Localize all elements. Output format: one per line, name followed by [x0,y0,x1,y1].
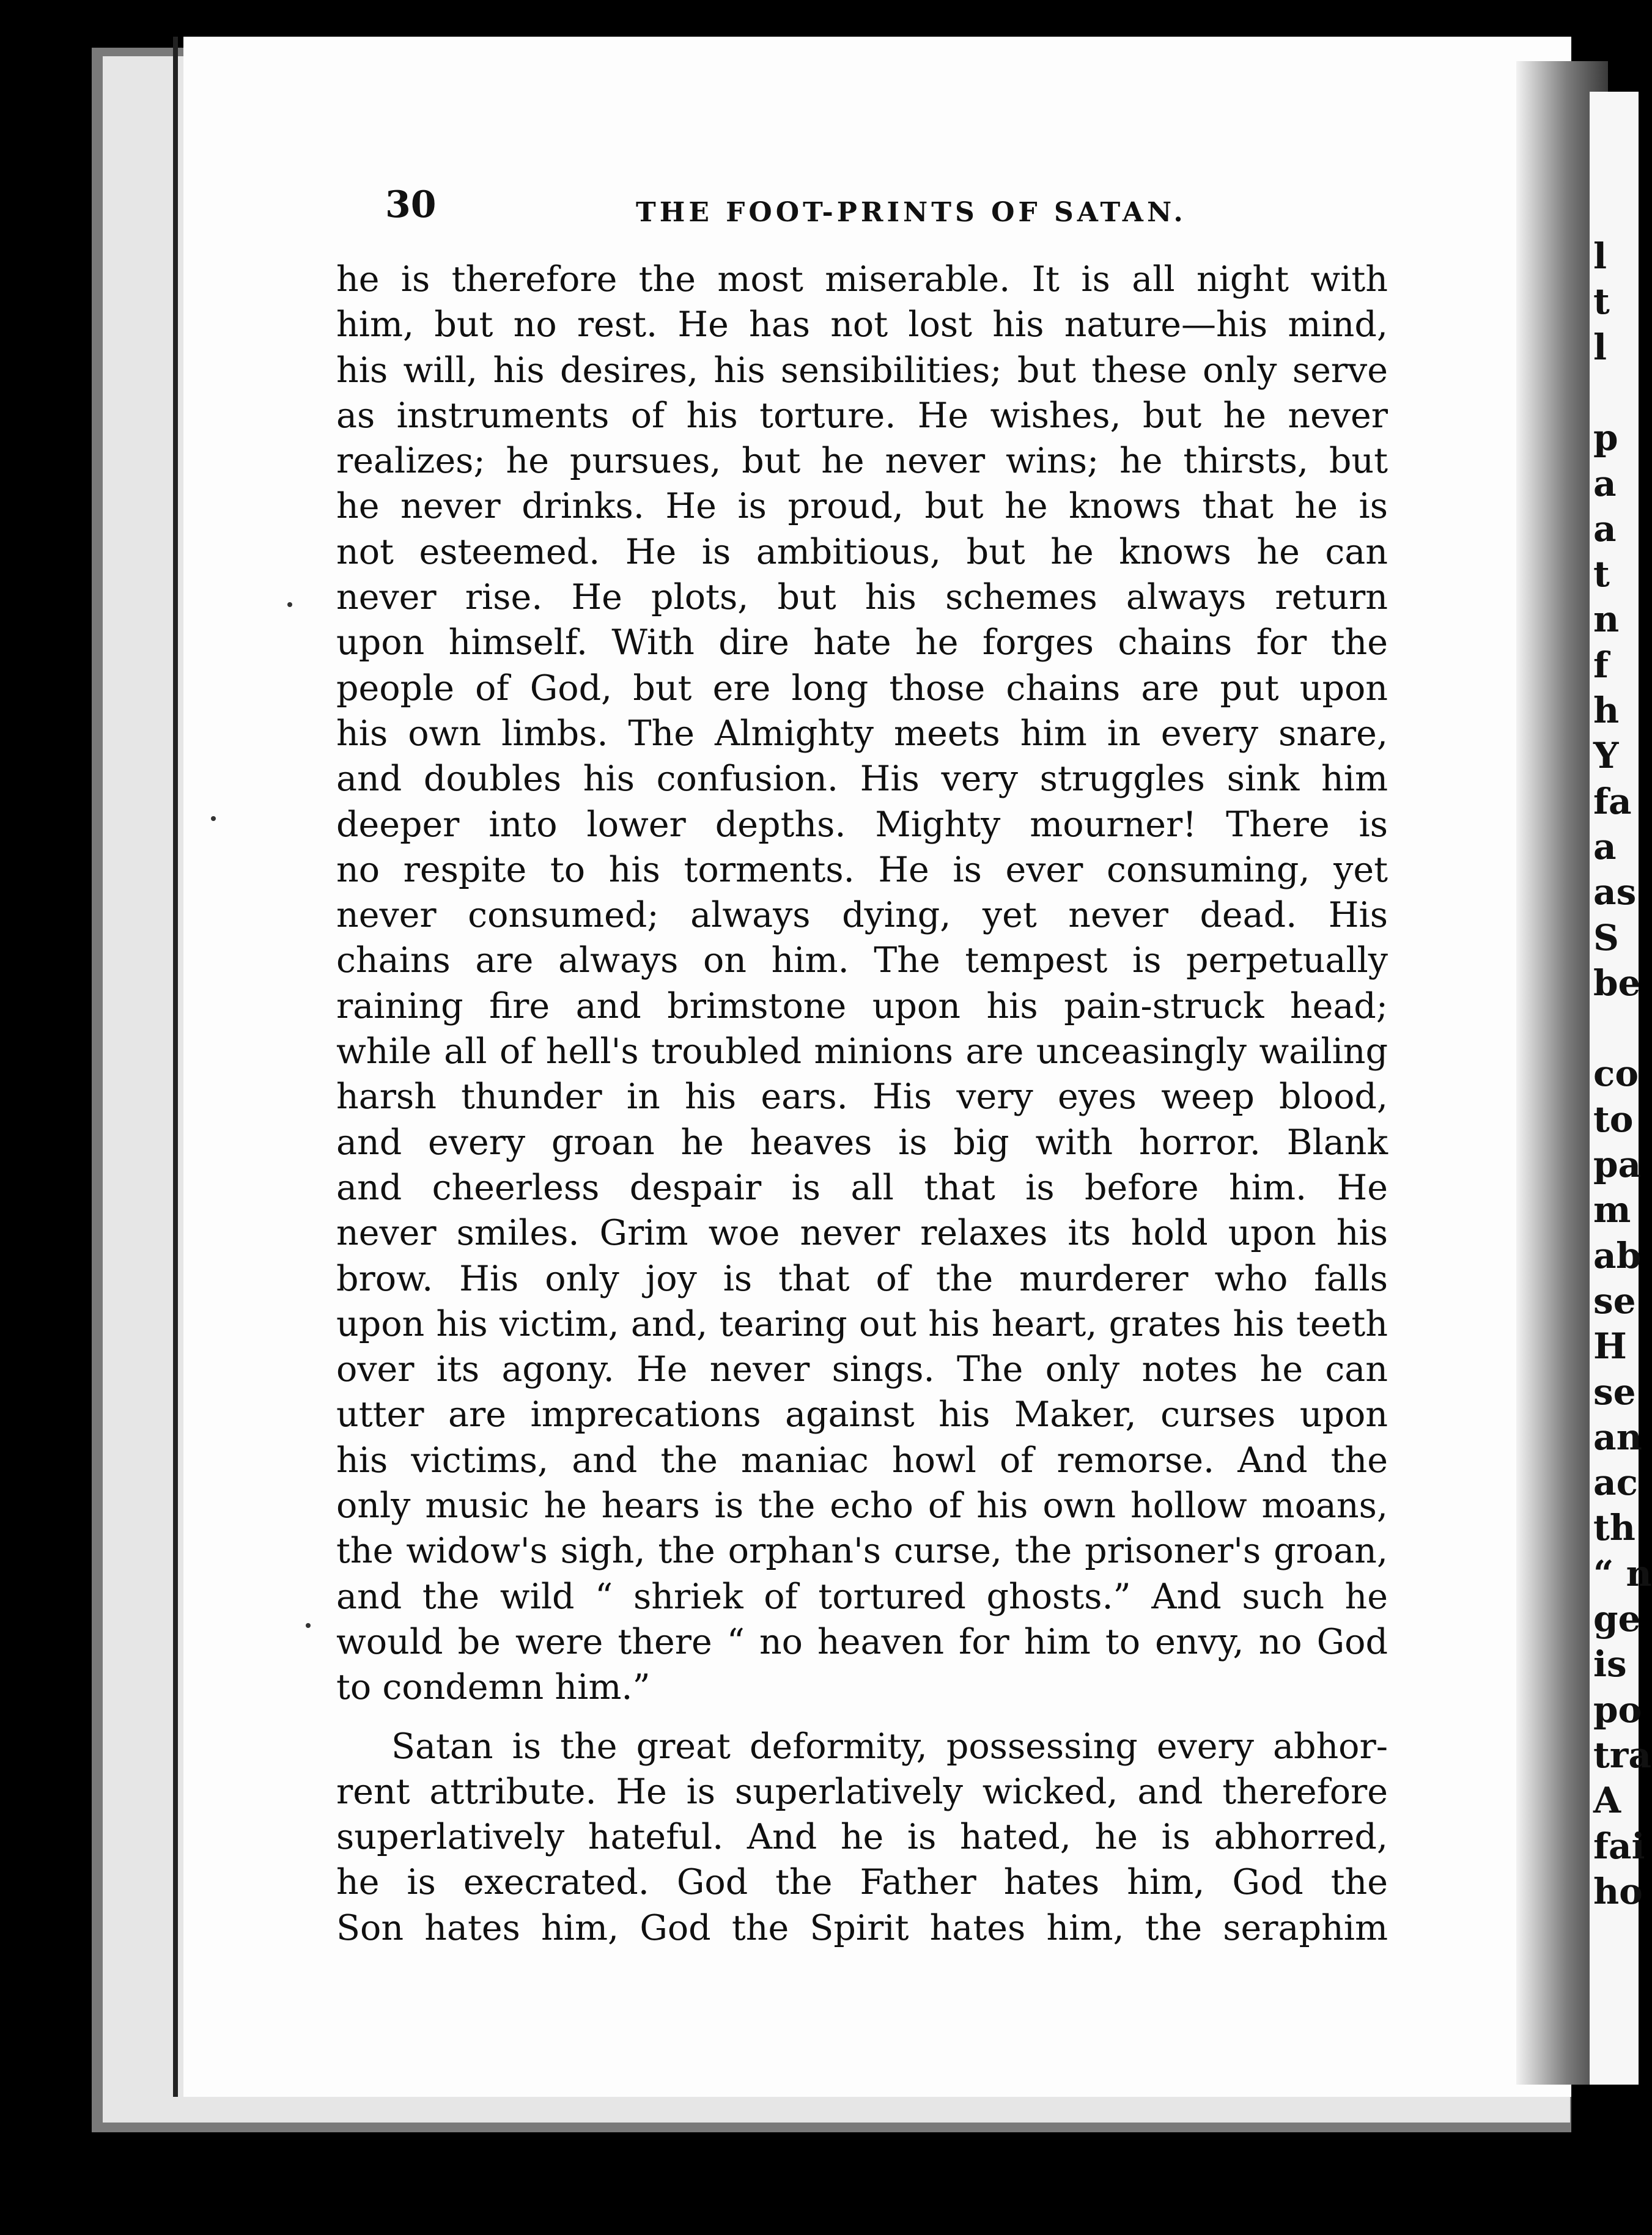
facing-page-line: S [1593,916,1619,959]
facing-page-line: se [1593,1371,1636,1413]
text-line: raining fire and brimstone upon his pain-struck head; [336,985,1388,1026]
text-line: his will, his desires, his sensibilities; but these only serve [336,350,1388,391]
text-line: over its agony. He never sings. The only notes he can [336,1349,1388,1390]
text-line: superlatively hateful. And he is hated, he is abhorred, [336,1817,1388,1858]
text-line: people of God, but ere long those chains are put upon [336,668,1388,709]
facing-page-line: ge [1593,1598,1641,1640]
text-line: utter are imprecations against his Maker, curses upon [336,1394,1388,1435]
facing-page-line: as [1593,871,1637,913]
text-line: chains are always on him. The tempest is perpetually [336,940,1388,981]
facing-page-line: fai [1593,1825,1645,1867]
text-line: never consumed; always dying, yet never dead. His [336,895,1388,936]
facing-page-line: ac [1593,1462,1638,1504]
page-header [385,183,1425,245]
text-line: the widow's sigh, the orphan's curse, the prisoner's groan, [336,1531,1388,1572]
text-line: his victims, and the maniac howl of remorse. And the [336,1440,1388,1481]
text-line: him, but no rest. He has not lost his nature—his mind, [336,304,1388,345]
facing-page-line: a [1593,825,1617,867]
facing-page-line: t [1593,553,1610,595]
facing-page-line: f [1593,644,1609,686]
text-line: realizes; he pursues, but he never wins; he thirsts, but [336,441,1388,482]
text-line: he is execrated. God the Father hates him, God the [336,1862,1388,1903]
facing-page-line: a [1593,462,1617,504]
text-line: and the wild “ shriek of tortured ghosts.” And such he [336,1576,1388,1617]
text-line: never rise. He plots, but his schemes always return [336,577,1388,618]
facing-page-line: h [1593,690,1620,731]
facing-page-line: ho [1593,1870,1643,1912]
page-number: 30 [385,183,437,226]
body-text [336,257,1388,1951]
facing-page-line: A [1593,1780,1621,1822]
text-line: his own limbs. The Almighty meets him in every snare, [336,713,1388,754]
text-line: as instruments of his torture. He wishes, but he never [336,395,1388,436]
paragraph [336,1724,1388,1951]
text-line: not esteemed. He is ambitious, but he knows he can [336,531,1388,572]
scan-speck [287,602,292,607]
text-line: would be were there “ no heaven for him to envy, no God [336,1621,1388,1662]
text-line: upon his victim, and, tearing out his heart, grates his teeth [336,1303,1388,1344]
text-line: he never drinks. He is proud, but he knows that he is [336,486,1388,527]
facing-page-line: tra [1593,1734,1651,1776]
facing-page-line: n [1593,598,1620,641]
paragraph-gap [336,1710,1388,1724]
facing-page-line: to [1593,1098,1634,1140]
text-line: brow. His only joy is that of the murderer who falls [336,1258,1388,1299]
text-line: no respite to his torments. He is ever consuming, yet [336,849,1388,890]
facing-page-line: p [1593,417,1618,459]
page-binding-edge [173,37,178,2097]
facing-page-line: l [1593,235,1607,277]
text-line: rent attribute. He is superlatively wicked, and therefore [336,1771,1388,1812]
paragraph [336,257,1388,1710]
scan-speck [211,816,216,821]
text-line: Satan is the great deformity, possessing every abhor- [391,1726,1388,1767]
text-line: only music he hears is the echo of his own hollow moans, [336,1486,1388,1526]
text-line: to condemn him.” [336,1667,651,1708]
facing-page-line: po [1593,1688,1642,1731]
text-line: and every groan he heaves is big with horror. Blank [336,1122,1388,1163]
text-line: harsh thunder in his ears. His very eyes weep blood, [336,1077,1388,1118]
facing-page-line: l [1593,326,1607,368]
facing-page-line: H [1593,1325,1627,1368]
facing-page-line: t [1593,281,1610,323]
facing-page-line: co [1593,1053,1639,1095]
facing-page-line: th [1593,1507,1635,1549]
facing-page-line: be [1593,962,1641,1004]
facing-page-line: se [1593,1280,1636,1322]
facing-page-line: m [1593,1189,1631,1231]
scan-speck [306,1623,311,1628]
facing-page-line: pa [1593,1144,1642,1185]
text-line: upon himself. With dire hate he forges chains for the [336,622,1388,663]
facing-page-line: a [1593,507,1617,550]
text-line: never smiles. Grim woe never relaxes its hold upon his [336,1213,1388,1254]
facing-page-line: ab [1593,1234,1642,1276]
facing-page-line: an [1593,1416,1642,1458]
text-line: and cheerless despair is all that is before him. He [336,1167,1388,1208]
facing-page-line: fa [1593,780,1632,822]
facing-page-line: “ n [1593,1552,1652,1594]
text-line: deeper into lower depths. Mighty mourner! There is [336,804,1388,845]
text-line: while all of hell's troubled minions are unceasingly wailing [336,1031,1388,1072]
text-line: and doubles his confusion. His very struggles sink him [336,759,1388,800]
facing-page-line: Y [1593,735,1619,777]
facing-page-fragment [1590,92,1652,2085]
text-line: Son hates him, God the Spirit hates him, the seraphim [336,1907,1388,1948]
text-line: he is therefore the most miserable. It is all night with [336,259,1388,300]
facing-page-line: is [1593,1643,1627,1685]
running-head: THE FOOT-PRINTS OF SATAN. [636,197,1187,228]
